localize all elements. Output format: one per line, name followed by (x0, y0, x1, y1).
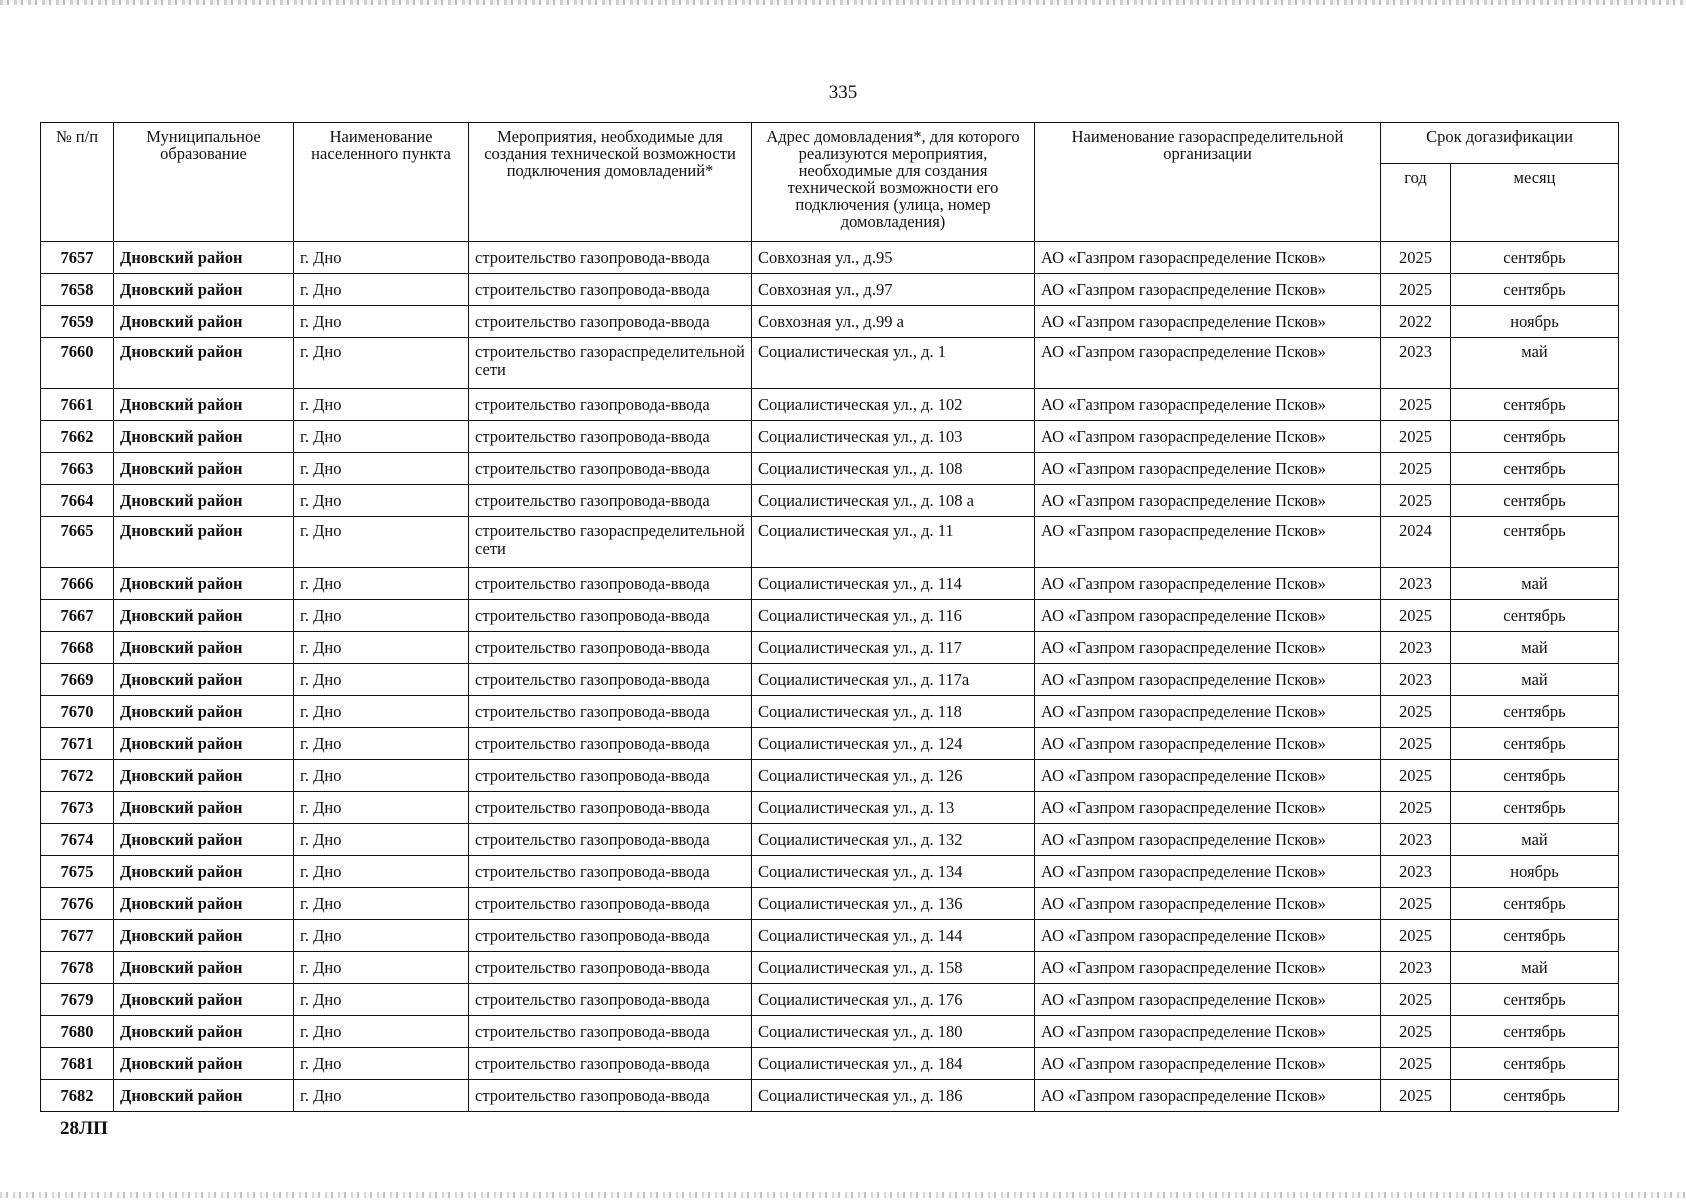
cell-year: 2025 (1381, 760, 1451, 792)
header-deadline: Срок догазификации (1381, 123, 1619, 164)
cell-num: 7677 (41, 920, 114, 952)
header-org: Наименование газораспределительной организации (1035, 123, 1381, 242)
cell-num: 7667 (41, 600, 114, 632)
table-row (41, 856, 1619, 888)
cell-address: Социалистическая ул., д. 118 (752, 696, 1035, 728)
cell-measure: строительство газопровода-ввода (469, 728, 752, 760)
cell-year: 2025 (1381, 1048, 1451, 1080)
cell-address: Социалистическая ул., д. 184 (752, 1048, 1035, 1080)
cell-measure: строительство газораспределительной сети (469, 517, 752, 568)
cell-year: 2023 (1381, 568, 1451, 600)
cell-year: 2025 (1381, 696, 1451, 728)
cell-measure: строительство газопровода-ввода (469, 888, 752, 920)
cell-address: Социалистическая ул., д. 1 (752, 338, 1035, 389)
cell-municipality: Дновский район (114, 632, 294, 664)
cell-settlement: г. Дно (294, 306, 469, 338)
table-row (41, 338, 1619, 389)
cell-num: 7657 (41, 242, 114, 274)
cell-settlement: г. Дно (294, 696, 469, 728)
cell-measure: строительство газопровода-ввода (469, 632, 752, 664)
cell-year: 2025 (1381, 888, 1451, 920)
cell-month: сентябрь (1451, 792, 1619, 824)
cell-municipality: Дновский район (114, 242, 294, 274)
cell-org: АО «Газпром газораспределение Псков» (1035, 824, 1381, 856)
cell-municipality: Дновский район (114, 952, 294, 984)
cell-municipality: Дновский район (114, 1016, 294, 1048)
cell-month: сентябрь (1451, 1048, 1619, 1080)
cell-measure: строительство газопровода-ввода (469, 760, 752, 792)
cell-year: 2025 (1381, 453, 1451, 485)
cell-year: 2025 (1381, 1080, 1451, 1112)
cell-municipality: Дновский район (114, 568, 294, 600)
cell-org: АО «Газпром газораспределение Псков» (1035, 485, 1381, 517)
cell-month: сентябрь (1451, 984, 1619, 1016)
cell-month: сентябрь (1451, 1016, 1619, 1048)
cell-measure: строительство газопровода-ввода (469, 792, 752, 824)
cell-measure: строительство газопровода-ввода (469, 856, 752, 888)
table-row (41, 792, 1619, 824)
table-row (41, 453, 1619, 485)
cell-year: 2023 (1381, 952, 1451, 984)
cell-settlement: г. Дно (294, 632, 469, 664)
cell-num: 7675 (41, 856, 114, 888)
cell-num: 7680 (41, 1016, 114, 1048)
table-row (41, 568, 1619, 600)
cell-measure: строительство газопровода-ввода (469, 453, 752, 485)
cell-municipality: Дновский район (114, 453, 294, 485)
cell-org: АО «Газпром газораспределение Псков» (1035, 888, 1381, 920)
cell-org: АО «Газпром газораспределение Псков» (1035, 984, 1381, 1016)
cell-month: сентябрь (1451, 600, 1619, 632)
cell-num: 7658 (41, 274, 114, 306)
cell-month: сентябрь (1451, 274, 1619, 306)
cell-address: Социалистическая ул., д. 158 (752, 952, 1035, 984)
cell-municipality: Дновский район (114, 888, 294, 920)
table-row (41, 517, 1619, 568)
cell-address: Совхозная ул., д.95 (752, 242, 1035, 274)
cell-settlement: г. Дно (294, 517, 469, 568)
cell-measure: строительство газопровода-ввода (469, 242, 752, 274)
cell-org: АО «Газпром газораспределение Псков» (1035, 920, 1381, 952)
cell-settlement: г. Дно (294, 389, 469, 421)
cell-year: 2025 (1381, 1016, 1451, 1048)
cell-org: АО «Газпром газораспределение Псков» (1035, 952, 1381, 984)
cell-num: 7672 (41, 760, 114, 792)
header-num: № п/п (41, 123, 114, 242)
cell-address: Социалистическая ул., д. 186 (752, 1080, 1035, 1112)
cell-num: 7669 (41, 664, 114, 696)
cell-month: сентябрь (1451, 888, 1619, 920)
scan-edge-bottom (0, 1192, 1686, 1198)
document-code: 28ЛП (60, 1118, 108, 1139)
cell-year: 2025 (1381, 274, 1451, 306)
cell-org: АО «Газпром газораспределение Псков» (1035, 1048, 1381, 1080)
cell-year: 2023 (1381, 824, 1451, 856)
cell-municipality: Дновский район (114, 1080, 294, 1112)
cell-address: Социалистическая ул., д. 103 (752, 421, 1035, 453)
cell-org: АО «Газпром газораспределение Псков» (1035, 421, 1381, 453)
cell-year: 2022 (1381, 306, 1451, 338)
cell-municipality: Дновский район (114, 421, 294, 453)
cell-measure: строительство газопровода-ввода (469, 274, 752, 306)
header-address: Адрес домовладения*, для которого реализуются мероприятия, необходимые для создания технической возможности его подключения (улица, номер домовладения) (752, 123, 1035, 242)
cell-num: 7659 (41, 306, 114, 338)
cell-municipality: Дновский район (114, 517, 294, 568)
cell-org: АО «Газпром газораспределение Псков» (1035, 1080, 1381, 1112)
cell-municipality: Дновский район (114, 485, 294, 517)
header-municipality: Муниципальное образование (114, 123, 294, 242)
cell-settlement: г. Дно (294, 600, 469, 632)
cell-measure: строительство газопровода-ввода (469, 1048, 752, 1080)
cell-org: АО «Газпром газораспределение Псков» (1035, 728, 1381, 760)
cell-month: май (1451, 568, 1619, 600)
scan-edge-top (0, 0, 1686, 5)
cell-settlement: г. Дно (294, 984, 469, 1016)
cell-municipality: Дновский район (114, 389, 294, 421)
cell-num: 7666 (41, 568, 114, 600)
table-row (41, 1048, 1619, 1080)
cell-address: Социалистическая ул., д. 134 (752, 856, 1035, 888)
cell-address: Социалистическая ул., д. 176 (752, 984, 1035, 1016)
cell-month: май (1451, 952, 1619, 984)
header-measures: Мероприятия, необходимые для создания технической возможности подключения домовладений* (469, 123, 752, 242)
cell-address: Социалистическая ул., д. 126 (752, 760, 1035, 792)
cell-municipality: Дновский район (114, 696, 294, 728)
cell-municipality: Дновский район (114, 920, 294, 952)
cell-month: сентябрь (1451, 728, 1619, 760)
cell-settlement: г. Дно (294, 728, 469, 760)
header-settlement: Наименование населенного пункта (294, 123, 469, 242)
cell-settlement: г. Дно (294, 453, 469, 485)
cell-municipality: Дновский район (114, 824, 294, 856)
cell-month: сентябрь (1451, 421, 1619, 453)
cell-measure: строительство газопровода-ввода (469, 600, 752, 632)
cell-num: 7661 (41, 389, 114, 421)
cell-org: АО «Газпром газораспределение Псков» (1035, 517, 1381, 568)
table-row (41, 242, 1619, 274)
table-row (41, 888, 1619, 920)
cell-settlement: г. Дно (294, 1016, 469, 1048)
cell-municipality: Дновский район (114, 1048, 294, 1080)
cell-org: АО «Газпром газораспределение Псков» (1035, 338, 1381, 389)
cell-org: АО «Газпром газораспределение Псков» (1035, 856, 1381, 888)
cell-measure: строительство газопровода-ввода (469, 485, 752, 517)
cell-measure: строительство газопровода-ввода (469, 824, 752, 856)
cell-measure: строительство газопровода-ввода (469, 664, 752, 696)
cell-settlement: г. Дно (294, 421, 469, 453)
cell-address: Социалистическая ул., д. 117а (752, 664, 1035, 696)
cell-org: АО «Газпром газораспределение Псков» (1035, 760, 1381, 792)
cell-month: сентябрь (1451, 453, 1619, 485)
cell-settlement: г. Дно (294, 1080, 469, 1112)
cell-org: АО «Газпром газораспределение Псков» (1035, 389, 1381, 421)
cell-num: 7681 (41, 1048, 114, 1080)
cell-org: АО «Газпром газораспределение Псков» (1035, 568, 1381, 600)
cell-month: май (1451, 824, 1619, 856)
cell-year: 2025 (1381, 485, 1451, 517)
cell-settlement: г. Дно (294, 920, 469, 952)
cell-measure: строительство газопровода-ввода (469, 952, 752, 984)
cell-address: Социалистическая ул., д. 114 (752, 568, 1035, 600)
cell-measure: строительство газопровода-ввода (469, 1080, 752, 1112)
table-row (41, 1016, 1619, 1048)
cell-org: АО «Газпром газораспределение Псков» (1035, 274, 1381, 306)
cell-address: Совхозная ул., д.97 (752, 274, 1035, 306)
table-row (41, 760, 1619, 792)
cell-settlement: г. Дно (294, 1048, 469, 1080)
cell-municipality: Дновский район (114, 306, 294, 338)
table-row (41, 274, 1619, 306)
header-month: месяц (1451, 164, 1619, 242)
cell-year: 2025 (1381, 421, 1451, 453)
header-year: год (1381, 164, 1451, 242)
table-row (41, 421, 1619, 453)
cell-num: 7671 (41, 728, 114, 760)
cell-num: 7670 (41, 696, 114, 728)
cell-num: 7679 (41, 984, 114, 1016)
cell-org: АО «Газпром газораспределение Псков» (1035, 632, 1381, 664)
cell-year: 2025 (1381, 389, 1451, 421)
cell-org: АО «Газпром газораспределение Псков» (1035, 306, 1381, 338)
table-row (41, 920, 1619, 952)
cell-municipality: Дновский район (114, 664, 294, 696)
cell-address: Социалистическая ул., д. 108 (752, 453, 1035, 485)
cell-month: сентябрь (1451, 1080, 1619, 1112)
cell-month: май (1451, 632, 1619, 664)
cell-measure: строительство газораспределительной сети (469, 338, 752, 389)
cell-settlement: г. Дно (294, 274, 469, 306)
cell-settlement: г. Дно (294, 338, 469, 389)
cell-address: Социалистическая ул., д. 108 а (752, 485, 1035, 517)
cell-measure: строительство газопровода-ввода (469, 984, 752, 1016)
cell-municipality: Дновский район (114, 760, 294, 792)
cell-year: 2023 (1381, 632, 1451, 664)
cell-month: сентябрь (1451, 920, 1619, 952)
page-number: 335 (828, 82, 858, 103)
cell-address: Социалистическая ул., д. 132 (752, 824, 1035, 856)
cell-address: Совхозная ул., д.99 а (752, 306, 1035, 338)
cell-month: сентябрь (1451, 485, 1619, 517)
cell-municipality: Дновский район (114, 338, 294, 389)
table-row (41, 952, 1619, 984)
cell-num: 7676 (41, 888, 114, 920)
cell-month: ноябрь (1451, 306, 1619, 338)
cell-org: АО «Газпром газораспределение Псков» (1035, 664, 1381, 696)
cell-settlement: г. Дно (294, 856, 469, 888)
cell-measure: строительство газопровода-ввода (469, 306, 752, 338)
cell-org: АО «Газпром газораспределение Псков» (1035, 792, 1381, 824)
cell-settlement: г. Дно (294, 568, 469, 600)
cell-year: 2023 (1381, 664, 1451, 696)
cell-num: 7663 (41, 453, 114, 485)
cell-measure: строительство газопровода-ввода (469, 920, 752, 952)
cell-num: 7673 (41, 792, 114, 824)
cell-address: Социалистическая ул., д. 102 (752, 389, 1035, 421)
cell-address: Социалистическая ул., д. 11 (752, 517, 1035, 568)
cell-municipality: Дновский район (114, 274, 294, 306)
cell-settlement: г. Дно (294, 824, 469, 856)
cell-municipality: Дновский район (114, 792, 294, 824)
cell-address: Социалистическая ул., д. 180 (752, 1016, 1035, 1048)
table-row (41, 306, 1619, 338)
cell-settlement: г. Дно (294, 242, 469, 274)
cell-month: сентябрь (1451, 696, 1619, 728)
cell-measure: строительство газопровода-ввода (469, 696, 752, 728)
cell-year: 2023 (1381, 338, 1451, 389)
cell-year: 2025 (1381, 242, 1451, 274)
cell-num: 7665 (41, 517, 114, 568)
cell-org: АО «Газпром газораспределение Псков» (1035, 242, 1381, 274)
cell-year: 2025 (1381, 600, 1451, 632)
cell-municipality: Дновский район (114, 984, 294, 1016)
table-row (41, 696, 1619, 728)
cell-address: Социалистическая ул., д. 117 (752, 632, 1035, 664)
table-row (41, 664, 1619, 696)
cell-month: ноябрь (1451, 856, 1619, 888)
cell-org: АО «Газпром газораспределение Псков» (1035, 1016, 1381, 1048)
cell-address: Социалистическая ул., д. 144 (752, 920, 1035, 952)
cell-org: АО «Газпром газораспределение Псков» (1035, 600, 1381, 632)
cell-year: 2025 (1381, 984, 1451, 1016)
cell-address: Социалистическая ул., д. 13 (752, 792, 1035, 824)
cell-num: 7674 (41, 824, 114, 856)
cell-year: 2024 (1381, 517, 1451, 568)
cell-measure: строительство газопровода-ввода (469, 1016, 752, 1048)
cell-year: 2025 (1381, 920, 1451, 952)
cell-org: АО «Газпром газораспределение Псков» (1035, 453, 1381, 485)
cell-address: Социалистическая ул., д. 136 (752, 888, 1035, 920)
cell-municipality: Дновский район (114, 856, 294, 888)
cell-measure: строительство газопровода-ввода (469, 568, 752, 600)
table-row (41, 485, 1619, 517)
cell-settlement: г. Дно (294, 952, 469, 984)
cell-num: 7682 (41, 1080, 114, 1112)
cell-num: 7660 (41, 338, 114, 389)
cell-measure: строительство газопровода-ввода (469, 389, 752, 421)
cell-settlement: г. Дно (294, 664, 469, 696)
cell-year: 2025 (1381, 792, 1451, 824)
cell-municipality: Дновский район (114, 600, 294, 632)
cell-num: 7668 (41, 632, 114, 664)
cell-settlement: г. Дно (294, 888, 469, 920)
cell-num: 7664 (41, 485, 114, 517)
cell-month: сентябрь (1451, 760, 1619, 792)
table-row (41, 728, 1619, 760)
table-header (41, 123, 1619, 242)
cell-num: 7678 (41, 952, 114, 984)
cell-month: май (1451, 664, 1619, 696)
gasification-table (40, 122, 1619, 1112)
cell-address: Социалистическая ул., д. 116 (752, 600, 1035, 632)
table-row (41, 600, 1619, 632)
cell-municipality: Дновский район (114, 728, 294, 760)
cell-year: 2023 (1381, 856, 1451, 888)
cell-org: АО «Газпром газораспределение Псков» (1035, 696, 1381, 728)
table-row (41, 984, 1619, 1016)
cell-settlement: г. Дно (294, 760, 469, 792)
table-row (41, 632, 1619, 664)
cell-num: 7662 (41, 421, 114, 453)
table-row (41, 824, 1619, 856)
table-row (41, 389, 1619, 421)
table-row (41, 1080, 1619, 1112)
cell-month: май (1451, 338, 1619, 389)
cell-month: сентябрь (1451, 242, 1619, 274)
cell-address: Социалистическая ул., д. 124 (752, 728, 1035, 760)
cell-month: сентябрь (1451, 517, 1619, 568)
cell-settlement: г. Дно (294, 485, 469, 517)
table-body (41, 242, 1619, 1112)
cell-measure: строительство газопровода-ввода (469, 421, 752, 453)
cell-month: сентябрь (1451, 389, 1619, 421)
cell-year: 2025 (1381, 728, 1451, 760)
cell-settlement: г. Дно (294, 792, 469, 824)
